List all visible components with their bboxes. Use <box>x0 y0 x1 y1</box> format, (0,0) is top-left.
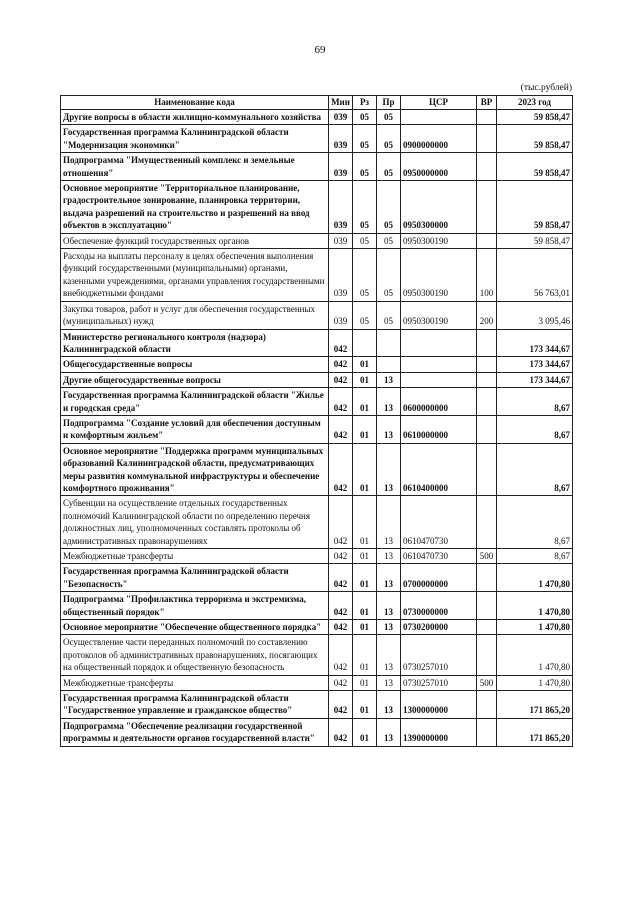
row-min: 042 <box>329 443 353 496</box>
row-amount: 8,67 <box>497 415 573 443</box>
row-rz: 01 <box>353 675 377 690</box>
column-header-year: 2023 год <box>497 96 573 110</box>
row-min: 039 <box>329 181 353 234</box>
row-min: 042 <box>329 592 353 620</box>
row-amount: 8,67 <box>497 443 573 496</box>
row-min: 042 <box>329 691 353 719</box>
column-header-name: Наименование кода <box>61 96 329 110</box>
row-vr <box>477 357 497 372</box>
row-name: Государственная программа Калининградской области "Модернизация экономики" <box>61 125 329 153</box>
row-min: 042 <box>329 329 353 357</box>
row-amount: 173 344,67 <box>497 357 573 372</box>
table-header-row <box>61 96 573 110</box>
row-name: Другие вопросы в области жилищно-коммунального хозяйства <box>61 110 329 125</box>
row-min: 042 <box>329 564 353 592</box>
row-min: 042 <box>329 496 353 549</box>
row-csr: 0730257010 <box>401 635 477 675</box>
row-name: Государственная программа Калининградской области "Безопасность" <box>61 564 329 592</box>
row-amount: 171 865,20 <box>497 718 573 746</box>
table-row <box>61 620 573 635</box>
row-amount: 59 858,47 <box>497 153 573 181</box>
row-vr <box>477 620 497 635</box>
row-pr: 13 <box>377 443 401 496</box>
row-amount: 59 858,47 <box>497 110 573 125</box>
row-vr <box>477 415 497 443</box>
row-vr <box>477 329 497 357</box>
row-min: 042 <box>329 372 353 387</box>
row-csr: 0900000000 <box>401 125 477 153</box>
row-vr: 500 <box>477 549 497 564</box>
column-header-rz: Рз <box>353 96 377 110</box>
row-min: 042 <box>329 388 353 416</box>
table-row <box>61 181 573 234</box>
budget-table <box>60 95 573 747</box>
table-row <box>61 549 573 564</box>
row-amount: 59 858,47 <box>497 125 573 153</box>
row-name: Другие общегосударственные вопросы <box>61 372 329 387</box>
row-amount: 59 858,47 <box>497 233 573 248</box>
row-pr: 13 <box>377 496 401 549</box>
column-header-pr: Пр <box>377 96 401 110</box>
row-amount: 59 858,47 <box>497 181 573 234</box>
row-rz: 01 <box>353 496 377 549</box>
row-name: Обеспечение функций государственных органов <box>61 233 329 248</box>
row-name: Межбюджетные трансферты <box>61 675 329 690</box>
row-pr: 13 <box>377 415 401 443</box>
row-csr: 0950300190 <box>401 249 477 302</box>
row-pr: 05 <box>377 181 401 234</box>
row-csr: 1300000000 <box>401 691 477 719</box>
row-min: 039 <box>329 233 353 248</box>
row-csr: 0730000000 <box>401 592 477 620</box>
table-row <box>61 718 573 746</box>
row-rz: 01 <box>353 691 377 719</box>
row-vr <box>477 691 497 719</box>
table-row <box>61 415 573 443</box>
row-vr <box>477 125 497 153</box>
row-amount: 8,67 <box>497 388 573 416</box>
row-csr: 0610470730 <box>401 496 477 549</box>
row-csr <box>401 110 477 125</box>
table-row <box>61 388 573 416</box>
row-vr <box>477 233 497 248</box>
row-name: Основное мероприятие "Территориальное планирование, градостроительное зонирование, планировка территории, выдача разрешений на строительство и разрешений на ввод объектов в эксплуатацию" <box>61 181 329 234</box>
row-name: Осуществление части переданных полномочий по составлению протоколов об административных правонарушениях, посягающих на общественный порядок и общественную безопасность <box>61 635 329 675</box>
table-row <box>61 357 573 372</box>
row-name: Подпрограмма "Профилактика терроризма и экстремизма, общественный порядок" <box>61 592 329 620</box>
column-header-vr: ВР <box>477 96 497 110</box>
row-csr: 0610470730 <box>401 549 477 564</box>
row-pr: 05 <box>377 249 401 302</box>
row-min: 039 <box>329 110 353 125</box>
row-csr: 0700000000 <box>401 564 477 592</box>
row-vr <box>477 443 497 496</box>
row-name: Межбюджетные трансферты <box>61 549 329 564</box>
row-name: Основное мероприятие "Обеспечение общественного порядка" <box>61 620 329 635</box>
row-name: Основное мероприятие "Поддержка программ муниципальных образований Калининградской области, предусматривающих меры развития коммунальной инфраструктуры и обеспечение комфортного проживания" <box>61 443 329 496</box>
row-amount: 1 470,80 <box>497 635 573 675</box>
row-pr: 13 <box>377 372 401 387</box>
row-amount: 171 865,20 <box>497 691 573 719</box>
row-vr <box>477 496 497 549</box>
row-rz: 05 <box>353 125 377 153</box>
row-name: Государственная программа Калининградской области "Государственное управление и гражданское общество" <box>61 691 329 719</box>
row-csr: 1390000000 <box>401 718 477 746</box>
row-rz: 05 <box>353 301 377 329</box>
table-row <box>61 329 573 357</box>
row-amount: 1 470,80 <box>497 620 573 635</box>
row-pr: 05 <box>377 125 401 153</box>
row-csr: 0950300190 <box>401 301 477 329</box>
row-rz: 01 <box>353 357 377 372</box>
row-csr: 0730200000 <box>401 620 477 635</box>
row-vr <box>477 110 497 125</box>
table-row <box>61 153 573 181</box>
row-pr: 13 <box>377 691 401 719</box>
row-min: 039 <box>329 153 353 181</box>
table-row <box>61 675 573 690</box>
row-vr <box>477 592 497 620</box>
row-pr: 13 <box>377 635 401 675</box>
row-min: 042 <box>329 718 353 746</box>
table-row <box>61 249 573 302</box>
row-amount: 1 470,80 <box>497 592 573 620</box>
row-pr: 05 <box>377 153 401 181</box>
row-min: 039 <box>329 301 353 329</box>
row-name: Подпрограмма "Обеспечение реализации государственной программы и деятельности органов государственной власти" <box>61 718 329 746</box>
table-row <box>61 372 573 387</box>
row-rz: 05 <box>353 153 377 181</box>
row-pr: 13 <box>377 549 401 564</box>
row-rz: 01 <box>353 592 377 620</box>
table-row <box>61 691 573 719</box>
table-row <box>61 443 573 496</box>
row-vr <box>477 564 497 592</box>
row-vr <box>477 181 497 234</box>
column-header-csr: ЦСР <box>401 96 477 110</box>
row-amount: 3 095,46 <box>497 301 573 329</box>
row-pr: 05 <box>377 110 401 125</box>
row-pr <box>377 357 401 372</box>
row-pr: 13 <box>377 675 401 690</box>
table-row <box>61 496 573 549</box>
table-row <box>61 110 573 125</box>
row-min: 042 <box>329 620 353 635</box>
row-min: 042 <box>329 635 353 675</box>
row-name: Закупка товаров, работ и услуг для обеспечения государственных (муниципальных) нужд <box>61 301 329 329</box>
row-min: 042 <box>329 357 353 372</box>
row-rz: 01 <box>353 718 377 746</box>
row-vr: 100 <box>477 249 497 302</box>
row-vr: 500 <box>477 675 497 690</box>
row-vr: 200 <box>477 301 497 329</box>
row-rz: 01 <box>353 415 377 443</box>
row-rz: 05 <box>353 181 377 234</box>
row-name: Субвенции на осуществление отдельных государственных полномочий Калининградской области по определению перечня должностных лиц, уполномоченных составлять протоколы об административных правонарушениях <box>61 496 329 549</box>
row-rz: 05 <box>353 110 377 125</box>
row-csr: 0610400000 <box>401 443 477 496</box>
row-amount: 1 470,80 <box>497 564 573 592</box>
column-header-min: Мин <box>329 96 353 110</box>
row-vr <box>477 718 497 746</box>
row-rz: 01 <box>353 620 377 635</box>
row-name: Министерство регионального контроля (надзора) Калининградской области <box>61 329 329 357</box>
row-rz: 01 <box>353 443 377 496</box>
row-pr: 13 <box>377 592 401 620</box>
row-min: 039 <box>329 249 353 302</box>
row-amount: 1 470,80 <box>497 675 573 690</box>
row-pr: 13 <box>377 620 401 635</box>
row-name: Подпрограмма "Имущественный комплекс и земельные отношения" <box>61 153 329 181</box>
row-amount: 173 344,67 <box>497 329 573 357</box>
row-amount: 173 344,67 <box>497 372 573 387</box>
row-pr: 13 <box>377 718 401 746</box>
row-vr <box>477 635 497 675</box>
row-min: 042 <box>329 675 353 690</box>
row-csr: 0730257010 <box>401 675 477 690</box>
row-rz: 05 <box>353 249 377 302</box>
row-min: 042 <box>329 549 353 564</box>
row-pr: 05 <box>377 233 401 248</box>
row-rz: 01 <box>353 564 377 592</box>
table-row <box>61 635 573 675</box>
row-name: Расходы на выплаты персоналу в целях обеспечения выполнения функций государственными (муниципальными) органами, казенными учреждениями, органами управления государственными внебюджетными фондами <box>61 249 329 302</box>
row-rz: 01 <box>353 388 377 416</box>
row-csr: 0950300000 <box>401 181 477 234</box>
row-amount: 56 763,01 <box>497 249 573 302</box>
row-vr <box>477 372 497 387</box>
table-row <box>61 125 573 153</box>
table-row <box>61 564 573 592</box>
row-csr <box>401 329 477 357</box>
table-row <box>61 233 573 248</box>
row-amount: 8,67 <box>497 549 573 564</box>
row-name: Государственная программа Калининградской области "Жилье и городская среда" <box>61 388 329 416</box>
row-name: Общегосударственные вопросы <box>61 357 329 372</box>
row-min: 042 <box>329 415 353 443</box>
row-name: Подпрограмма "Создание условий для обеспечения доступным и комфортным жильем" <box>61 415 329 443</box>
row-pr: 05 <box>377 301 401 329</box>
page-number: 69 <box>314 44 326 56</box>
row-rz: 01 <box>353 549 377 564</box>
row-rz: 05 <box>353 233 377 248</box>
row-rz: 01 <box>353 635 377 675</box>
row-csr: 0950000000 <box>401 153 477 181</box>
table-body <box>61 110 573 747</box>
row-csr: 0610000000 <box>401 415 477 443</box>
table-row <box>61 301 573 329</box>
row-pr <box>377 329 401 357</box>
units-label: (тыс.рублей) <box>520 83 572 93</box>
row-rz <box>353 329 377 357</box>
row-csr: 0600000000 <box>401 388 477 416</box>
row-vr <box>477 388 497 416</box>
table-row <box>61 592 573 620</box>
row-pr: 13 <box>377 564 401 592</box>
row-csr: 0950300190 <box>401 233 477 248</box>
row-vr <box>477 153 497 181</box>
row-rz: 01 <box>353 372 377 387</box>
row-csr <box>401 357 477 372</box>
row-csr <box>401 372 477 387</box>
row-amount: 8,67 <box>497 496 573 549</box>
row-min: 039 <box>329 125 353 153</box>
row-pr: 13 <box>377 388 401 416</box>
